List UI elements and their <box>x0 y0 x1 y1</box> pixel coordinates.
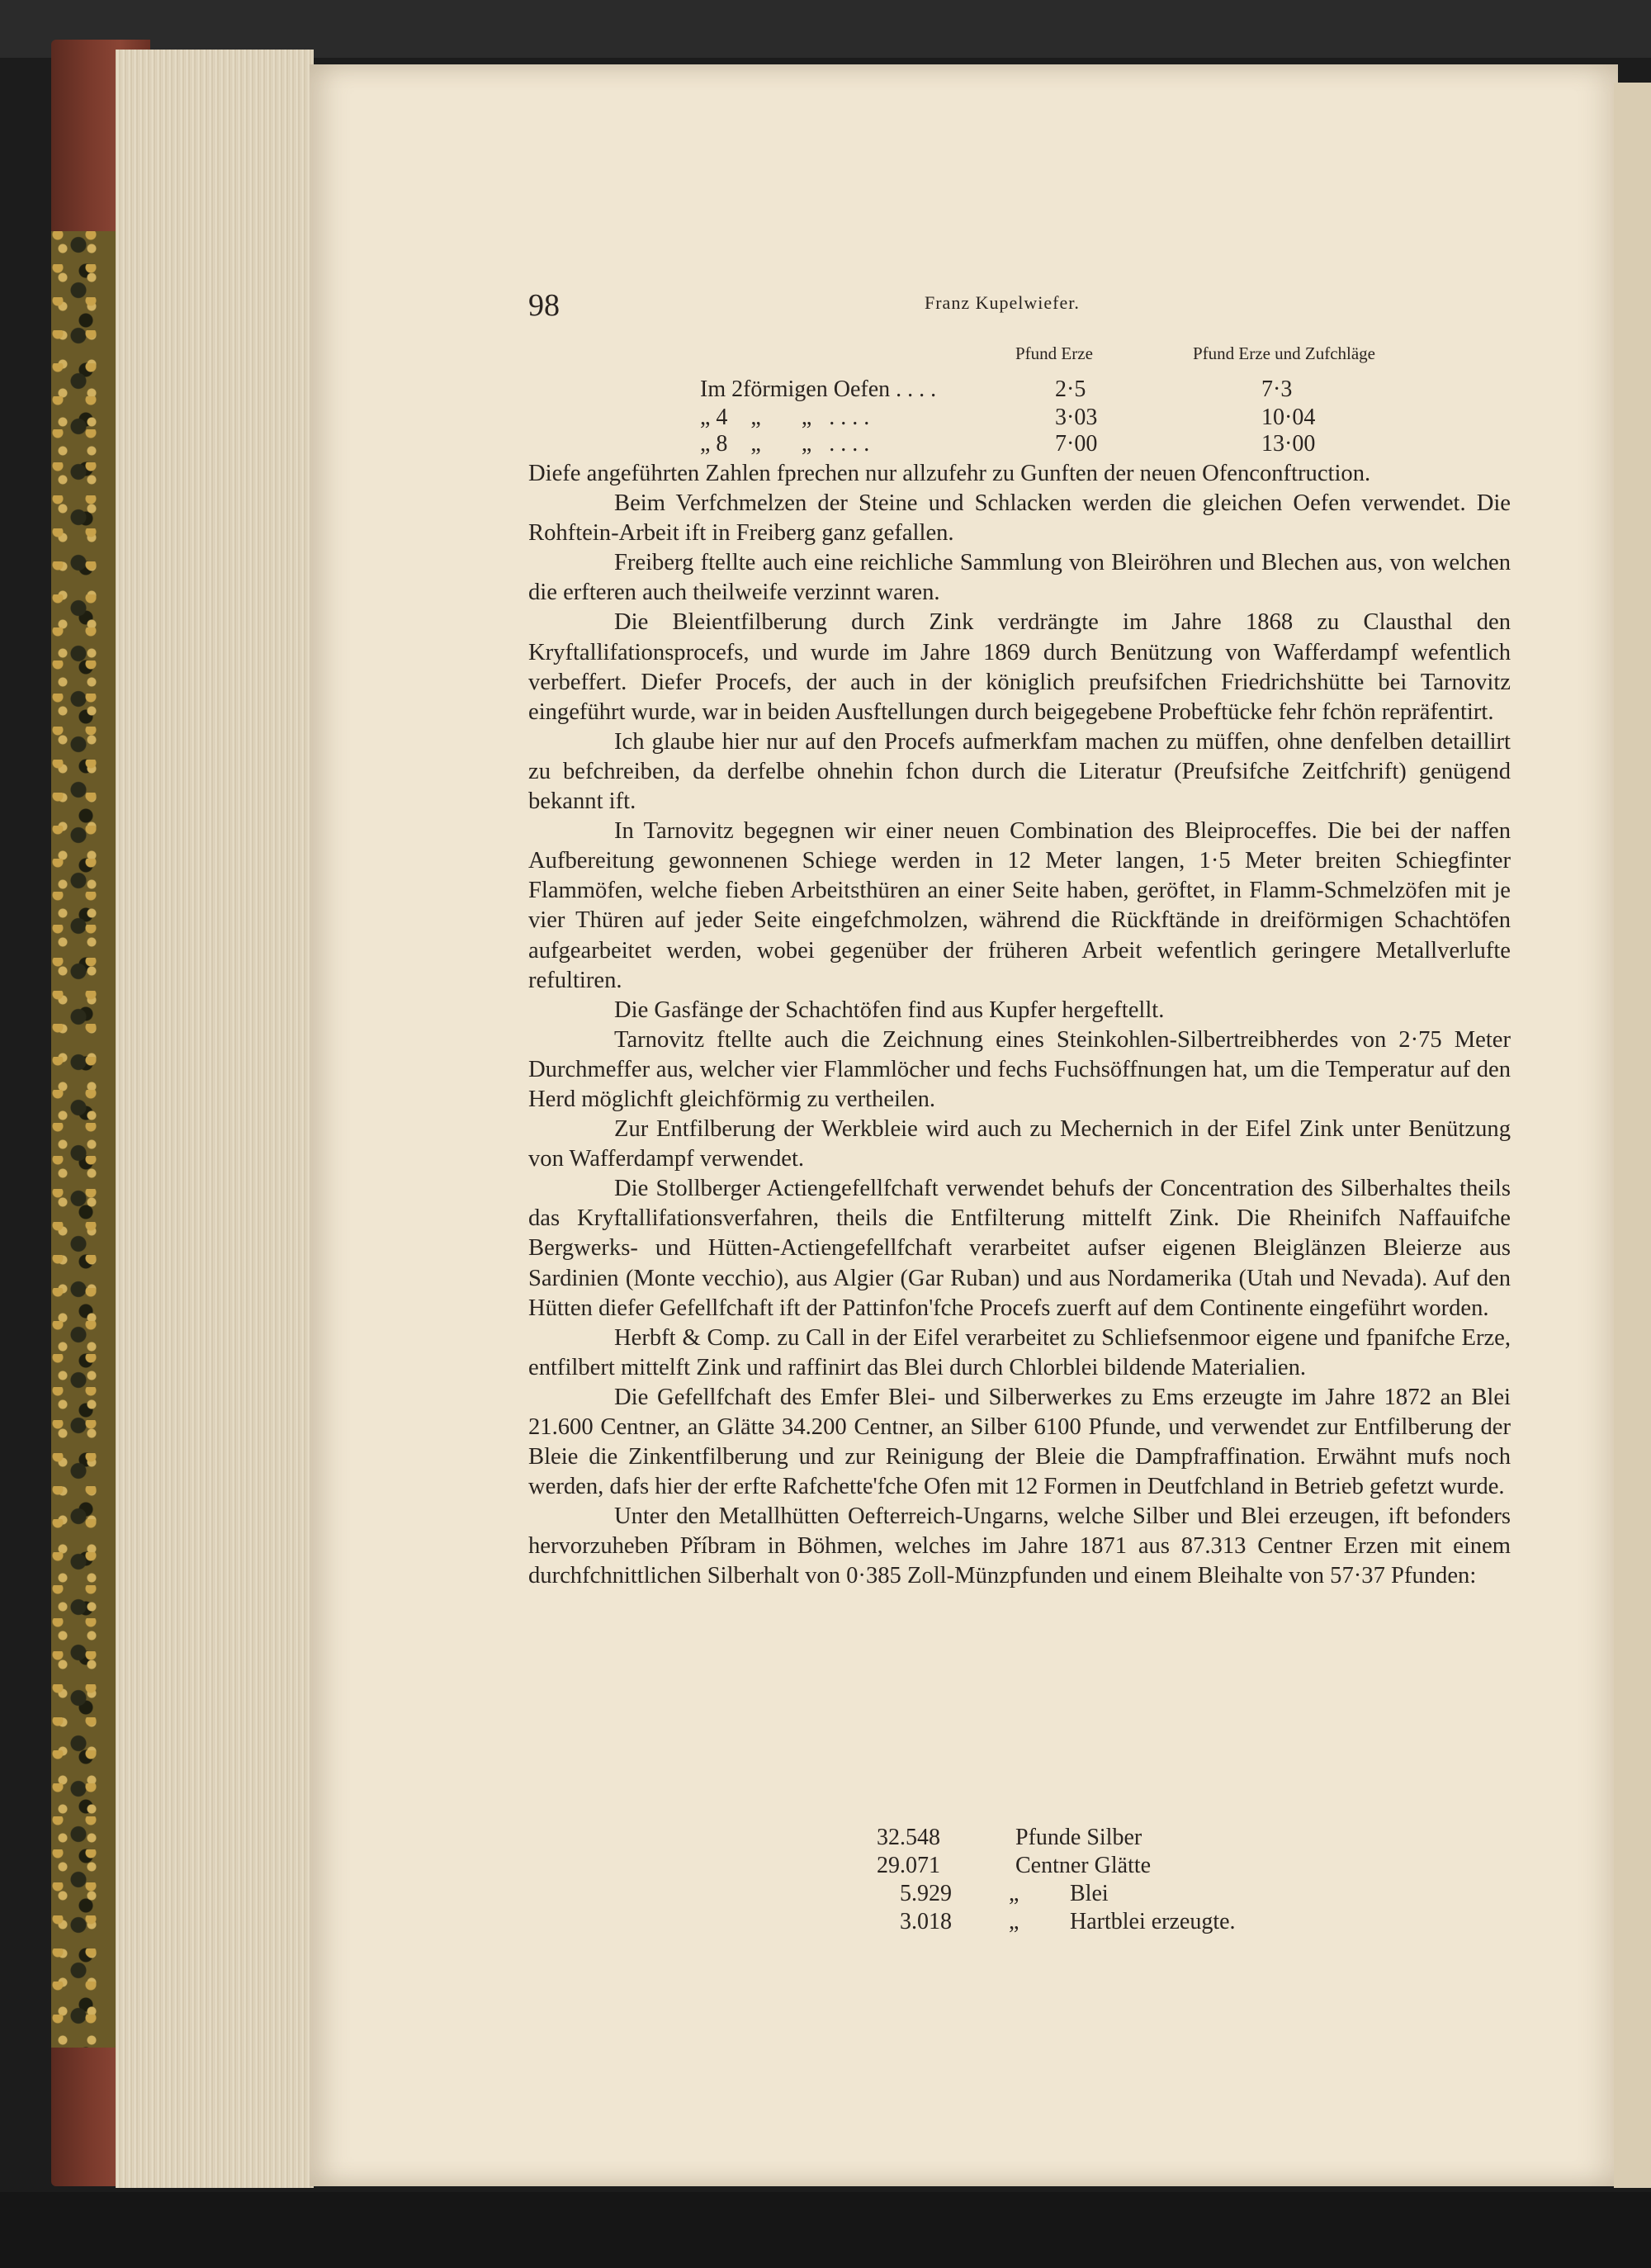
paragraph: Die Gasfänge der Schachtöfen find aus Kupfer hergeftellt. <box>614 997 1165 1023</box>
paragraph: Freiberg ftellte auch eine reichliche Sammlung von Bleiröhren und Blechen aus, von welchen die erfteren auch theilweife verzinnt waren. <box>528 550 1511 606</box>
page-stack-edges <box>116 50 314 2188</box>
production-amount: 3.018 <box>900 1909 952 1934</box>
paragraph: Tarnovitz ftellte auch die Zeichnung eines Steinkohlen-Silbertreibherdes von 2·75 Meter Durchmeffer aus, welcher vier Flammlöcher und fechs Fuchsöffnungen hat, um die Temperatur auf den Herd möglichft gleichförmig zu vertheilen. <box>528 1026 1511 1112</box>
ditto-mark: „ <box>1009 1881 1019 1906</box>
production-unit: Pfunde Silber <box>1015 1825 1142 1850</box>
paragraph: Zur Entfilberung der Werkbleie wird auch zu Mechernich in der Eifel Zink unter Benützung von Wafferdampf verwendet. <box>528 1116 1511 1172</box>
row-label: „ 8 „ „ . . . . <box>700 431 870 457</box>
production-row <box>877 1881 1455 1911</box>
row-value-total: 7·3 <box>1261 376 1293 402</box>
production-unit: Centner Glätte <box>1015 1853 1152 1878</box>
production-amount: 32.548 <box>877 1825 940 1850</box>
production-material: Blei <box>1070 1881 1109 1906</box>
page-right-edge <box>1614 83 1651 2188</box>
production-row <box>877 1825 1455 1854</box>
ditto-mark: „ <box>1009 1909 1019 1934</box>
table-row <box>700 431 1443 461</box>
page-number: 98 <box>528 288 560 323</box>
paragraph: Die Stollberger Actiengefellfchaft verwendet behufs der Concentration des Silberhaltes theils das Kryftallifationsverfahren, theils die Entfilterung mittelft Zink. Die Rheinifch Naffauifche Bergwerks- und Hütten-Actiengefellfchaft verarbeitet aufser eigenen Bleiglänzen Bleierze aus Sardinien (Monte vecchio), aus Algier (Gar Ruban) und aus Nordamerika (Utah und Nevada). Auf den Hütten diefer Gefellfchaft ift der Pattinfon'fche Procefs zuerft auf dem Continente eingeführt worden. <box>528 1176 1511 1321</box>
marbled-edge <box>51 231 117 2048</box>
row-value-total: 13·00 <box>1261 431 1316 457</box>
table-row <box>700 376 1443 406</box>
production-row <box>877 1909 1455 1939</box>
paragraph: Die Bleientfilberung durch Zink verdrängte im Jahre 1868 zu Clausthal den Kryftallifationsprocefs, und wurde im Jahre 1869 durch Benützung von Wafferdampf wefentlich verbeffert. Diefer Procefs, der auch in der königlich preufsifchen Friedrichshütte bei Tarnovitz eingeführt wurde, war in beiden Ausftellungen durch beigegebene Probeftücke fehr fchön repräfentirt. <box>528 609 1511 725</box>
row-value-ore: 7·00 <box>1055 431 1098 457</box>
paragraph: Beim Verfchmelzen der Steine und Schlacken werden die gleichen Oefen verwendet. Die Rohftein-Arbeit ift in Freiberg ganz gefallen. <box>528 490 1511 547</box>
row-label: Im 2förmigen Oefen . . . . <box>700 376 937 402</box>
table-row <box>700 405 1443 434</box>
scan-background-bottom <box>0 2192 1651 2268</box>
production-material: Hartblei erzeugte. <box>1070 1909 1236 1934</box>
row-label: „ 4 „ „ . . . . <box>700 405 870 430</box>
row-value-ore: 2·5 <box>1055 376 1086 402</box>
table-column-header: Pfund Erze <box>1015 343 1093 363</box>
row-value-ore: 3·03 <box>1055 405 1098 430</box>
row-value-total: 10·04 <box>1261 405 1316 430</box>
production-amount: 29.071 <box>877 1853 940 1878</box>
production-amount: 5.929 <box>900 1881 952 1906</box>
paragraph: Diefe angeführten Zahlen fprechen nur allzufehr zu Gunften der neuen Ofenconftruction. <box>528 461 1371 486</box>
body-text <box>528 459 1511 1592</box>
production-row <box>877 1853 1455 1882</box>
paragraph: Die Gefellfchaft des Emfer Blei- und Silberwerkes zu Ems erzeugte im Jahre 1872 an Blei 21.600 Centner, an Glätte 34.200 Centner, an Silber 6100 Pfunde, und verwendet zur Entfilberung der Bleie die Zinkentfilberung und zur Reinigung der Bleie die Dampfraffination. Erwähnt mufs noch werden, dafs hier der erfte Rafchette'fche Ofen mit 12 Formen in Deutfchland in Betrieb gefetzt wurde. <box>528 1384 1511 1500</box>
table-column-header: Pfund Erze und Zufchläge <box>1193 343 1376 363</box>
paragraph: In Tarnovitz begegnen wir einer neuen Combination des Bleiproceffes. Die bei der naffen Aufbereitung gewonnenen Schiege werden in 12 Meter langen, 1·5 Meter breiten Schiegfinter Flammöfen, welche fieben Arbeitsthüren an einer Seite haben, geröftet, in Flamm-Schmelzöfen mit je vier Thüren auf jeder Seite eingefchmolzen, während die Rückftände in dreiförmigen Schachtöfen aufgearbeitet werden, wobei gegenüber der früheren Arbeit wefentlich geringere Metallverlufte refultiren. <box>528 818 1511 993</box>
paragraph: Ich glaube hier nur auf den Procefs aufmerkfam machen zu müffen, ohne denfelben detaillirt zu befchreiben, da derfelbe ohnehin fchon durch die Literatur (Preufsifche Zeitfchrift) genügend bekannt ift. <box>528 728 1511 815</box>
running-head: Franz Kupelwiefer. <box>925 292 1080 313</box>
paragraph: Unter den Metallhütten Oefterreich-Ungarns, welche Silber und Blei erzeugen, ift befonders hervorzuheben Příbram in Böhmen, welches im Jahre 1871 aus 87.313 Centner Erzen mit einem durchfchnittlichen Silberhalt von 0·385 Zoll-Münzpfunden und einem Bleihalte von 57·37 Pfunden: <box>528 1503 1511 1589</box>
paragraph: Herbft & Comp. zu Call in der Eifel verarbeitet zu Schliefsenmoor eigene und fpanifche Erze, entfilbert mittelft Zink und raffinirt das Blei durch Chlorblei bildende Materialien. <box>528 1324 1511 1380</box>
